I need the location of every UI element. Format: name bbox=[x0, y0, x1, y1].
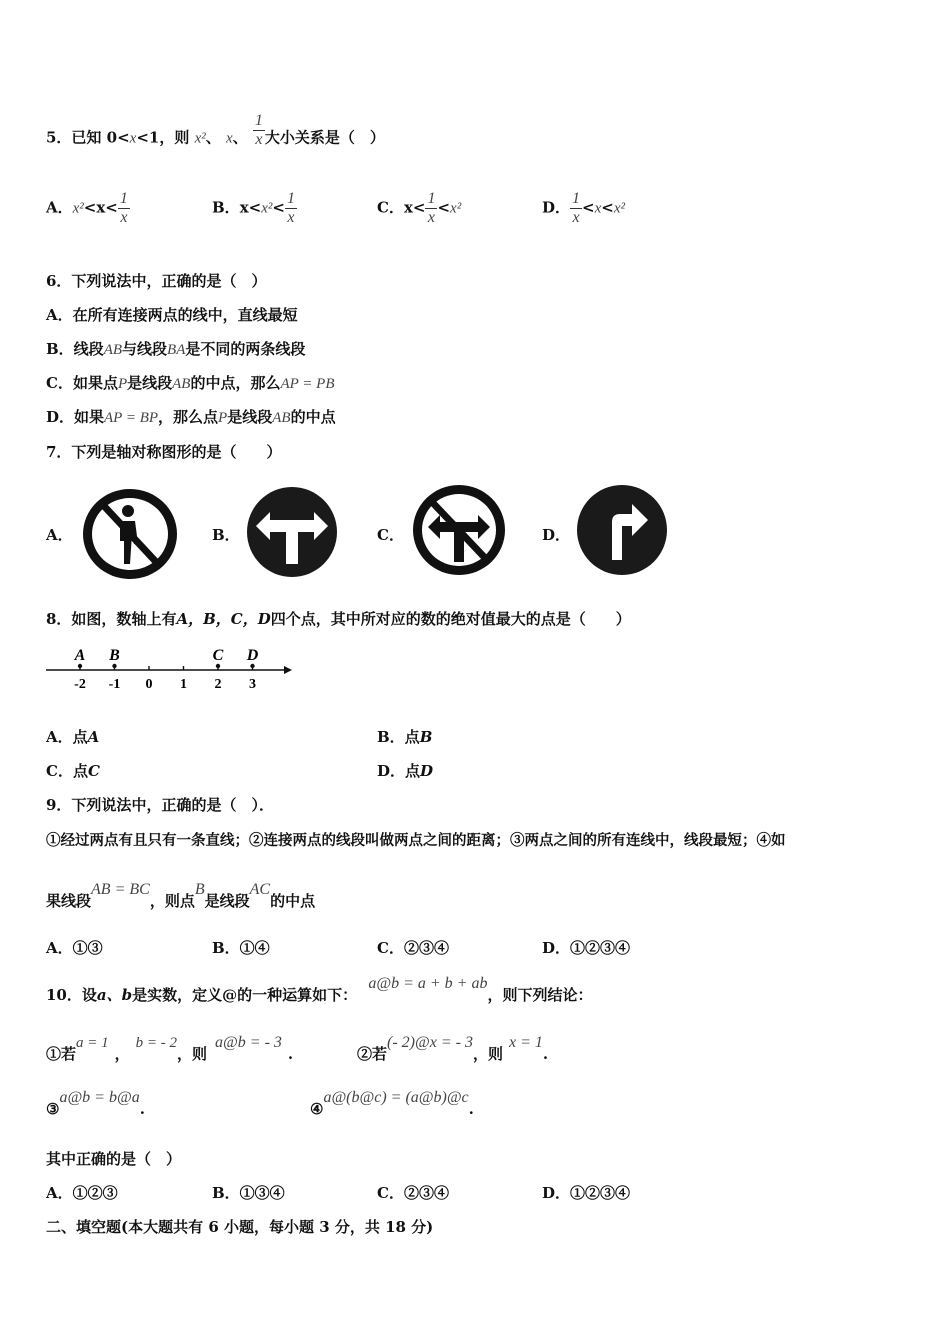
number-line-point bbox=[250, 664, 254, 668]
q5-c-fraction: $\frac{1}{x}$ bbox=[427, 190, 436, 226]
q5-option-d[interactable]: D． $\frac{1}{x}$ <x<x² bbox=[542, 190, 625, 226]
number-line-arrow bbox=[284, 666, 292, 674]
q7-stem: 7．下列是轴对称图形的是（ ） bbox=[46, 443, 282, 461]
q5-fraction: $\frac{1}{x}$ bbox=[254, 112, 263, 148]
number-line-point bbox=[78, 664, 82, 668]
q5-b-fraction: $\frac{1}{x}$ bbox=[286, 190, 295, 226]
left-right-turn-sign-icon[interactable] bbox=[244, 484, 340, 580]
number-line-tick-label: -2 bbox=[74, 677, 86, 692]
no-pedestrian-sign-icon[interactable] bbox=[80, 486, 180, 582]
q8-option-d[interactable]: D．点D bbox=[377, 762, 434, 780]
number-line-point-label: B bbox=[109, 647, 120, 664]
number-line-tick-label: 1 bbox=[180, 677, 187, 692]
q10-statement-3: ③a@b = b@a. bbox=[46, 1089, 145, 1118]
number-line-point-label: A bbox=[74, 647, 86, 664]
right-turn-sign-icon[interactable] bbox=[574, 482, 670, 578]
q10-statement-2: ②若(- 2)@x = - 3，则x = 1. bbox=[357, 1034, 549, 1063]
q8-option-a[interactable]: A．点A bbox=[46, 728, 100, 746]
q9-statements-cont: 果线段AB = BC，则点B是线段AC的中点 bbox=[46, 881, 316, 910]
no-left-right-turn-sign-icon[interactable] bbox=[410, 482, 508, 578]
q6-option-a[interactable]: A．在所有连接两点的线中，直线最短 bbox=[46, 306, 298, 324]
q10-ask: 其中正确的是（ ） bbox=[46, 1150, 182, 1168]
q7-label-c[interactable]: C． bbox=[377, 526, 404, 544]
number-line-tick-label: 0 bbox=[145, 677, 153, 692]
q10-option-b[interactable]: B．①③④ bbox=[212, 1184, 285, 1202]
number-line-point-label: C bbox=[212, 647, 224, 664]
q5-option-a[interactable]: A．x²<x< $\frac{1}{x}$ bbox=[46, 190, 128, 226]
number-line-point bbox=[216, 664, 220, 668]
q10-statement-4: ④a@(b@c) = (a@b)@c. bbox=[310, 1089, 474, 1118]
q9-statements: ①经过两点有且只有一条直线；②连接两点的线段叫做两点之间的距离；③两点之间的所有连线中，线段最短；④如 bbox=[46, 832, 786, 849]
number-line-tick-label: -1 bbox=[108, 677, 121, 692]
q8-option-c[interactable]: C．点C bbox=[46, 762, 100, 780]
q10-option-c[interactable]: C．②③④ bbox=[377, 1184, 449, 1202]
q6-option-b[interactable]: B．线段AB与线段BA是不同的两条线段 bbox=[46, 340, 306, 358]
number-line-point-label: D bbox=[246, 647, 259, 664]
q9-stem: 9．下列说法中，正确的是（ ）． bbox=[46, 796, 274, 814]
q9-option-d[interactable]: D．①②③④ bbox=[542, 939, 631, 957]
q9-option-a[interactable]: A．①③ bbox=[46, 939, 103, 957]
q9-option-b[interactable]: B．①④ bbox=[212, 939, 270, 957]
number-line-point bbox=[112, 664, 116, 668]
q5-option-b[interactable]: B．x<x²< $\frac{1}{x}$ bbox=[212, 190, 295, 226]
q6-option-d[interactable]: D．如果AP = BP，那么点P是线段AB的中点 bbox=[46, 408, 336, 426]
q7-label-a[interactable]: A． bbox=[46, 526, 73, 544]
q7-label-d[interactable]: D． bbox=[542, 526, 571, 544]
q10-statement-1: ①若a = 1，b = - 2，则a@b = - 3. bbox=[46, 1034, 294, 1063]
q8-stem: 8．如图，数轴上有A，B，C，D四个点，其中所对应的数的绝对值最大的点是（ ） bbox=[46, 610, 631, 628]
q6-option-c[interactable]: C．如果点P是线段AB的中点，那么AP = PB bbox=[46, 374, 335, 392]
q9-option-c[interactable]: C．②③④ bbox=[377, 939, 449, 957]
q6-stem: 6．下列说法中，正确的是（ ） bbox=[46, 272, 267, 290]
section-heading: 二、填空题(本大题共有 6 小题，每小题 3 分，共 18 分) bbox=[46, 1218, 434, 1236]
q8-option-b[interactable]: B．点B bbox=[377, 728, 433, 746]
q10-option-a[interactable]: A．①②③ bbox=[46, 1184, 118, 1202]
q10-option-d[interactable]: D．①②③④ bbox=[542, 1184, 631, 1202]
q7-label-b[interactable]: B． bbox=[212, 526, 240, 544]
q5-d-fraction: $\frac{1}{x}$ bbox=[572, 190, 581, 226]
q5-a-fraction: $\frac{1}{x}$ bbox=[119, 190, 128, 226]
q10-stem: 10．设a、b是实数，定义@的一种运算如下： a@b = a + b + ab，则下列结论： bbox=[46, 975, 593, 1004]
number-line bbox=[40, 642, 300, 694]
number-line-tick-label: 3 bbox=[249, 677, 256, 692]
q5-option-c[interactable]: C．x< $\frac{1}{x}$ <x² bbox=[377, 190, 462, 226]
number-line-tick-label: 2 bbox=[214, 677, 222, 692]
q5-stem: 5．已知 0<x<1，则 x²、 x、 $\frac{1}{x}$ 大小关系是（ ） bbox=[46, 112, 385, 148]
